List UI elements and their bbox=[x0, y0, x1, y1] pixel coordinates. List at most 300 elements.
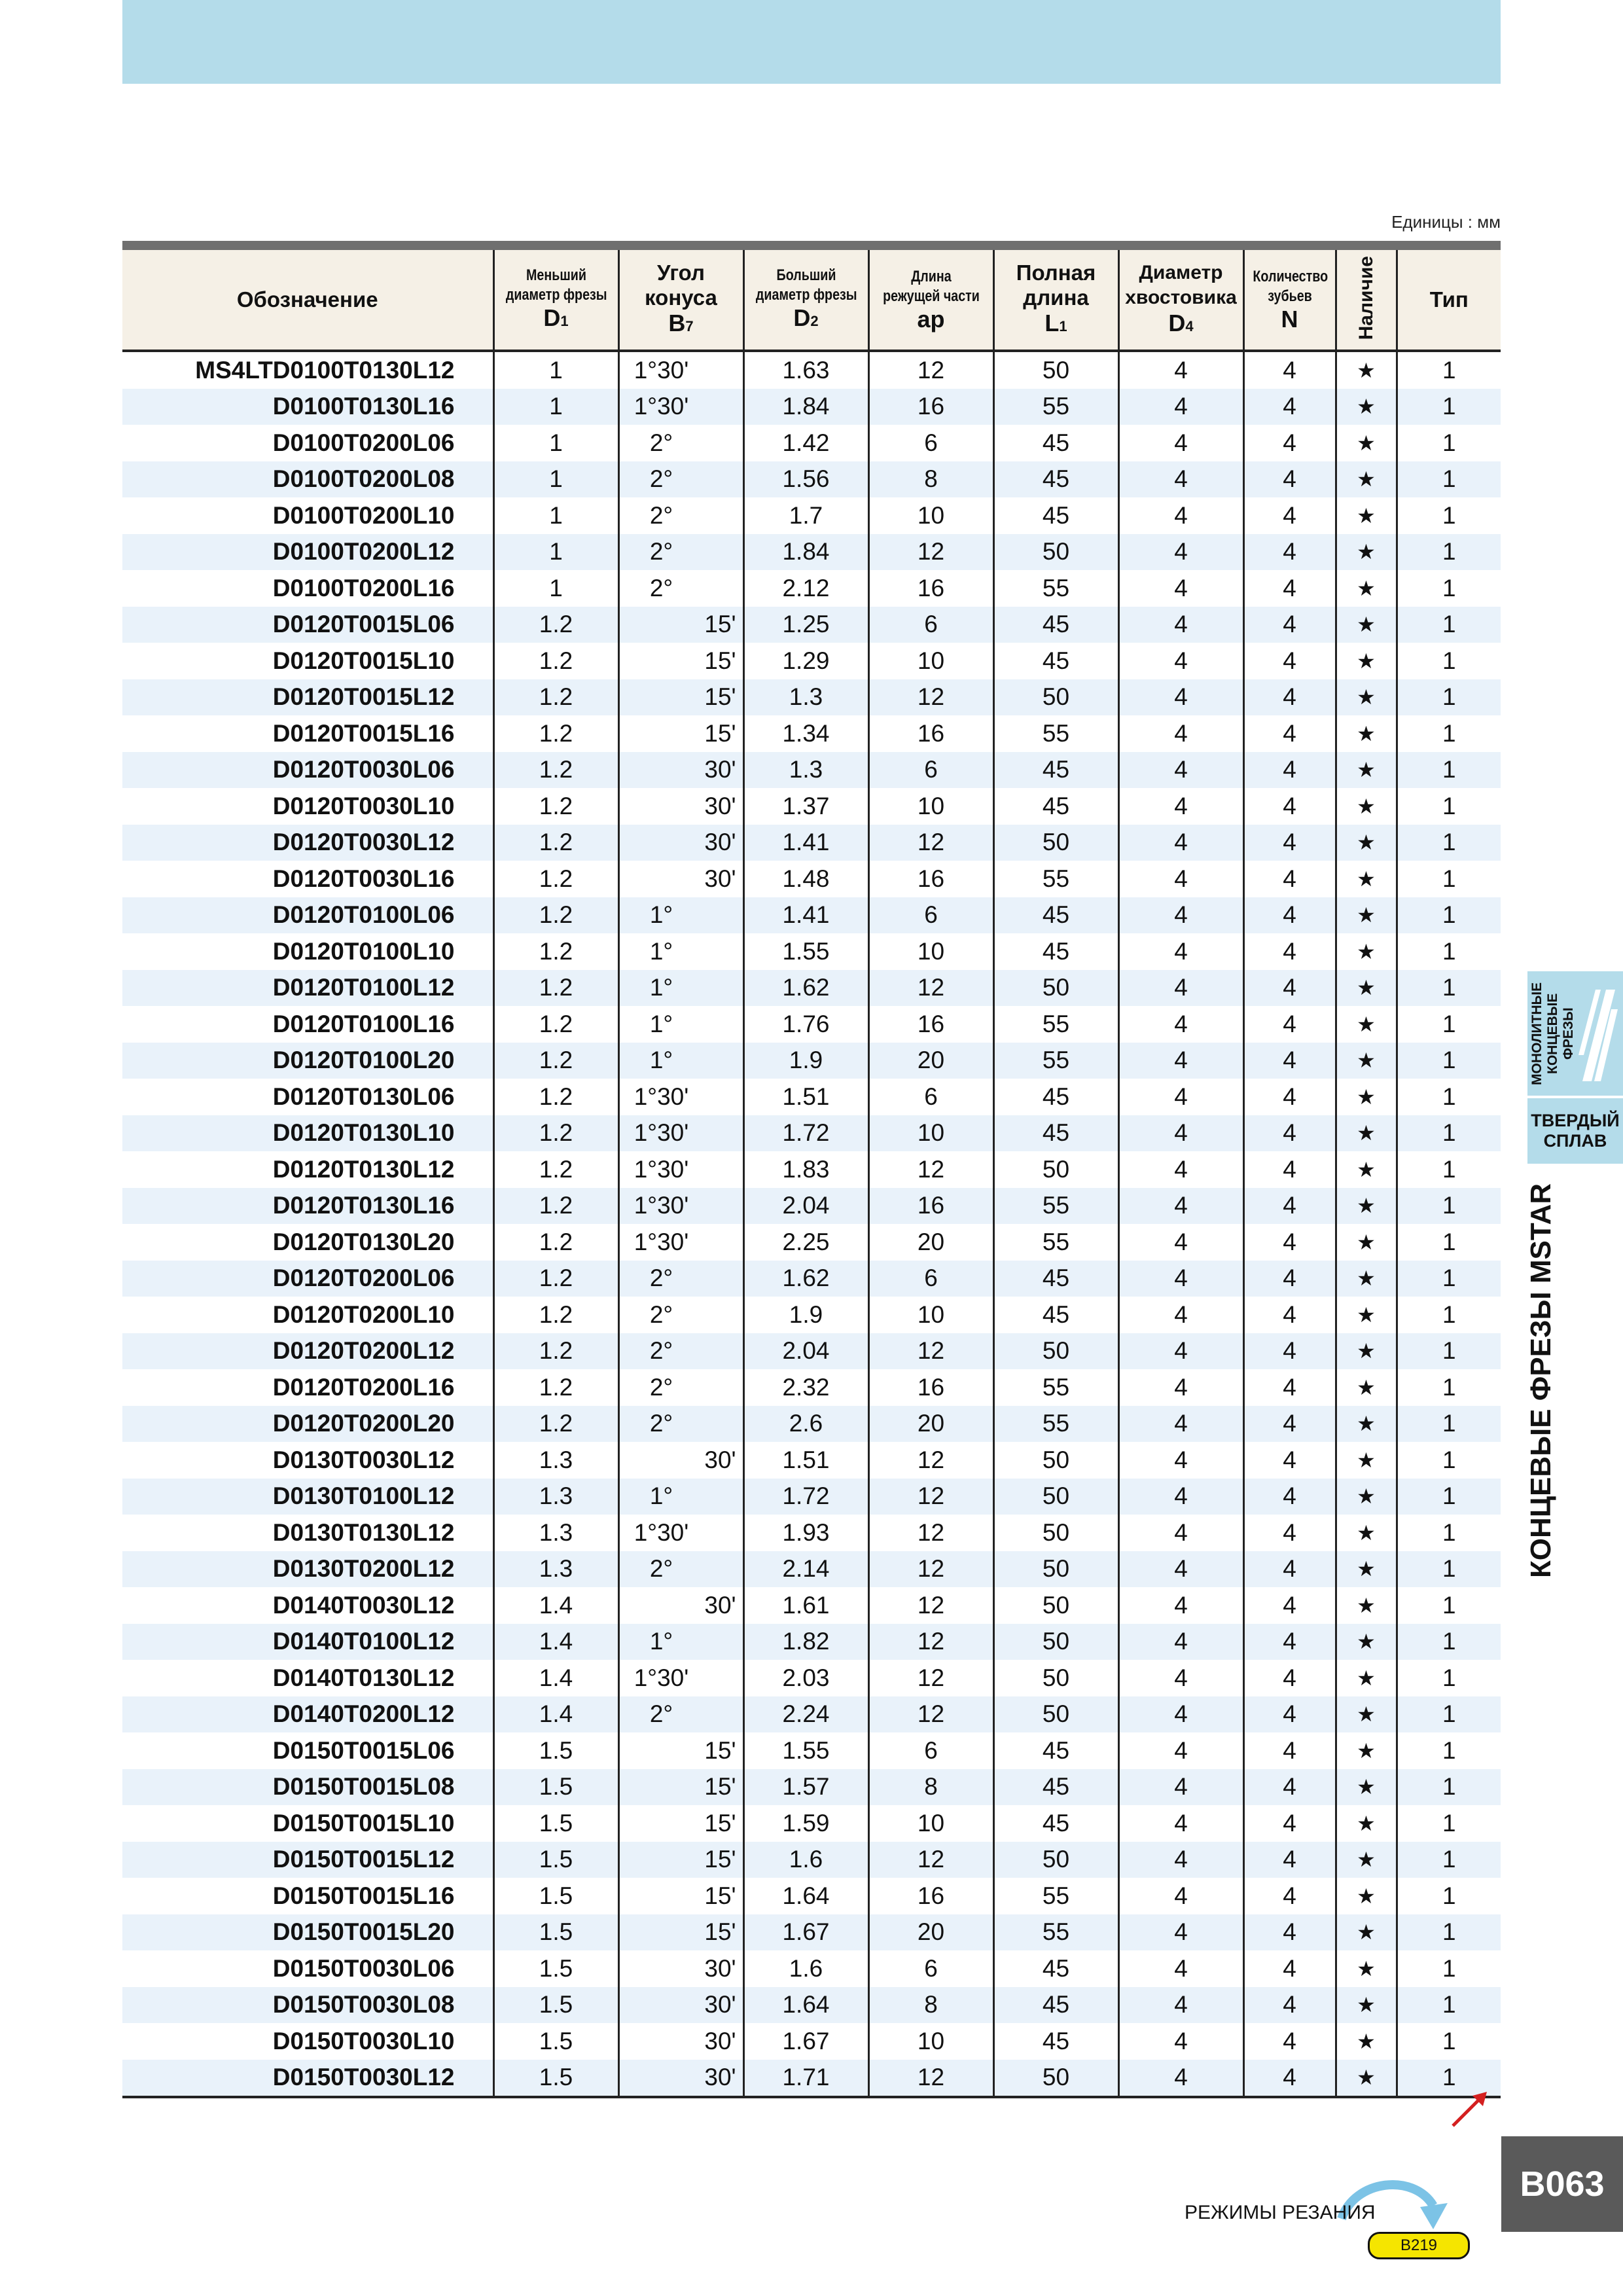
cell-ap: 12 bbox=[868, 1151, 993, 1188]
cell-stock: ★ bbox=[1336, 2060, 1397, 2098]
cell-l1: 50 bbox=[993, 1842, 1118, 1878]
cell-d2: 1.6 bbox=[743, 1842, 868, 1878]
cell-ap: 10 bbox=[868, 1115, 993, 1152]
cell-type: 1 bbox=[1397, 679, 1501, 716]
cell-n: 4 bbox=[1243, 1406, 1336, 1443]
taper-angle-value: 30' bbox=[704, 2064, 736, 2091]
carbide-tab-line2: СПЛАВ bbox=[1543, 1131, 1607, 1151]
taper-angle-value: 1°30' bbox=[633, 1083, 689, 1110]
cell-d4: 4 bbox=[1118, 1151, 1243, 1188]
col-d2-sub: 2 bbox=[810, 312, 819, 329]
cell-d2: 1.34 bbox=[743, 715, 868, 752]
cell-designation: D0140T0130L12 bbox=[122, 1660, 493, 1696]
table-row bbox=[122, 1079, 1501, 1115]
cell-d2: 1.55 bbox=[743, 933, 868, 970]
cell-designation: D0100T0200L16 bbox=[122, 570, 493, 607]
cell-ap: 10 bbox=[868, 2023, 993, 2060]
taper-angle-value: 30' bbox=[704, 756, 736, 783]
cell-type: 1 bbox=[1397, 534, 1501, 571]
cell-n: 4 bbox=[1243, 1151, 1336, 1188]
cell-d2: 1.42 bbox=[743, 425, 868, 461]
cell-stock: ★ bbox=[1336, 1406, 1397, 1443]
cell-d1: 1.5 bbox=[493, 1950, 618, 1987]
cell-ap: 12 bbox=[868, 1515, 993, 1551]
col-n-line2: зубьев bbox=[1267, 287, 1312, 305]
cell-n: 4 bbox=[1243, 970, 1336, 1007]
cell-type: 1 bbox=[1442, 1736, 1456, 1764]
cell-ap: 16 bbox=[868, 715, 993, 752]
cell-b7 bbox=[618, 2060, 743, 2098]
cell-l1: 55 bbox=[993, 1006, 1118, 1043]
col-d2-symbol bbox=[745, 305, 868, 334]
cell-b7 bbox=[618, 461, 743, 498]
cell-d1: 1.2 bbox=[493, 643, 618, 679]
col-ap-sym: ap bbox=[917, 306, 945, 332]
cell-d2: 1.25 bbox=[743, 607, 868, 643]
table-row bbox=[122, 1987, 1501, 2024]
cell-d1: 1.3 bbox=[493, 1551, 618, 1588]
cell-stock: ★ bbox=[1336, 1987, 1397, 2024]
cell-b7 bbox=[618, 1950, 743, 1987]
taper-angle-value: 30' bbox=[704, 1991, 736, 2018]
cell-d1: 1.2 bbox=[493, 1224, 618, 1261]
carbide-tab-label bbox=[1531, 1111, 1619, 1151]
cutting-modes-label: РЕЖИМЫ РЕЗАНИЯ bbox=[1185, 2202, 1376, 2223]
cell-b7 bbox=[618, 1079, 743, 1115]
cell-l1: 55 bbox=[993, 1406, 1118, 1443]
cell-d1: 1.3 bbox=[493, 1479, 618, 1515]
cell-d1: 1.4 bbox=[493, 1587, 618, 1624]
col-d4-line1: Диаметр bbox=[1139, 261, 1223, 283]
cell-d2: 1.59 bbox=[743, 1805, 868, 1842]
cell-l1: 50 bbox=[993, 1479, 1118, 1515]
table-row bbox=[122, 643, 1501, 679]
table-row bbox=[122, 1878, 1501, 1914]
table-row bbox=[122, 897, 1501, 934]
taper-angle-value: 30' bbox=[704, 1954, 736, 1982]
col-d4-sym: D bbox=[1168, 309, 1186, 336]
cell-n: 4 bbox=[1243, 1442, 1336, 1479]
cell-d1: 1 bbox=[493, 351, 618, 389]
cell-d2: 1.84 bbox=[743, 389, 868, 425]
cell-l1: 50 bbox=[993, 1442, 1118, 1479]
cell-stock: ★ bbox=[1336, 1224, 1397, 1261]
col-n-sym: N bbox=[1281, 306, 1298, 332]
cell-b7 bbox=[618, 1043, 743, 1079]
cell-d4: 4 bbox=[1118, 2023, 1243, 2060]
table-row bbox=[122, 1914, 1501, 1951]
taper-angle-value: 30' bbox=[704, 829, 736, 856]
cell-l1: 45 bbox=[993, 461, 1118, 498]
cell-d1: 1.5 bbox=[493, 1842, 618, 1878]
cell-n: 4 bbox=[1243, 933, 1336, 970]
cell-d2: 1.72 bbox=[743, 1115, 868, 1152]
cell-b7 bbox=[618, 1842, 743, 1878]
cell-type: 1 bbox=[1442, 1010, 1456, 1037]
cell-b7 bbox=[618, 607, 743, 643]
cell-stock: ★ bbox=[1336, 1587, 1397, 1624]
table-row bbox=[122, 715, 1501, 752]
category-tab-text bbox=[1530, 975, 1576, 1092]
cell-d2: 1.67 bbox=[743, 1914, 868, 1951]
cell-b7 bbox=[618, 1515, 743, 1551]
col-l1-line1: Полная bbox=[1016, 260, 1096, 285]
cell-designation: D0120T0015L06 bbox=[122, 607, 493, 643]
cell-l1: 50 bbox=[993, 534, 1118, 571]
cell-designation: D0130T0100L12 bbox=[122, 1479, 493, 1515]
table-row bbox=[122, 1369, 1501, 1406]
cell-n: 4 bbox=[1243, 1732, 1336, 1769]
cell-type: 1 bbox=[1397, 2060, 1501, 2098]
table-row bbox=[122, 1151, 1501, 1188]
cell-stock: ★ bbox=[1336, 1660, 1397, 1696]
cell-d1: 1.2 bbox=[493, 715, 618, 752]
cell-ap: 12 bbox=[868, 1842, 993, 1878]
col-b7-symbol bbox=[620, 310, 743, 340]
taper-angle-value: 15' bbox=[704, 647, 736, 674]
cell-designation: D0140T0100L12 bbox=[122, 1624, 493, 1660]
cell-type: 1 bbox=[1397, 607, 1501, 643]
cell-type: 1 bbox=[1397, 1188, 1501, 1225]
cell-type: 1 bbox=[1397, 1333, 1501, 1370]
cell-stock: ★ bbox=[1336, 1805, 1397, 1842]
cell-d2: 1.93 bbox=[743, 1515, 868, 1551]
cell-b7 bbox=[618, 497, 743, 534]
cell-ap: 6 bbox=[868, 897, 993, 934]
col-designation-label: Обозначение bbox=[236, 287, 378, 312]
cell-d2: 1.51 bbox=[743, 1442, 868, 1479]
cell-stock: ★ bbox=[1336, 752, 1397, 789]
cell-d2: 2.03 bbox=[743, 1660, 868, 1696]
cell-n: 4 bbox=[1243, 2060, 1336, 2098]
cell-type: 1 bbox=[1397, 1624, 1501, 1660]
cell-ap: 16 bbox=[868, 1369, 993, 1406]
taper-angle-value: 2° bbox=[649, 501, 673, 529]
cell-d2: 1.61 bbox=[743, 1587, 868, 1624]
taper-angle-value: 2° bbox=[649, 1700, 673, 1728]
cell-d4: 4 bbox=[1118, 933, 1243, 970]
cell-type: 1 bbox=[1442, 1809, 1456, 1837]
col-d1-line1: Меньший bbox=[526, 266, 586, 284]
cell-d1: 1.5 bbox=[493, 1878, 618, 1914]
cell-n: 4 bbox=[1243, 825, 1336, 861]
taper-angle-value: 15' bbox=[704, 1882, 736, 1909]
col-d1-sub: 1 bbox=[560, 312, 569, 329]
cell-b7 bbox=[618, 1188, 743, 1225]
cell-type: 1 bbox=[1442, 1518, 1456, 1546]
cell-l1: 50 bbox=[993, 970, 1118, 1007]
cell-stock: ★ bbox=[1336, 497, 1397, 534]
cell-d1: 1.2 bbox=[493, 933, 618, 970]
col-n bbox=[1243, 250, 1336, 351]
table-row bbox=[122, 1188, 1501, 1225]
cell-ap: 12 bbox=[868, 1587, 993, 1624]
cell-d1: 1.2 bbox=[493, 1043, 618, 1079]
cell-l1: 50 bbox=[993, 351, 1118, 389]
cell-ap: 12 bbox=[868, 351, 993, 389]
cell-stock: ★ bbox=[1336, 607, 1397, 643]
cell-l1: 45 bbox=[993, 1261, 1118, 1297]
cutting-modes-page-link[interactable]: B219 bbox=[1368, 2232, 1470, 2259]
cell-ap: 8 bbox=[868, 1769, 993, 1806]
cell-l1: 50 bbox=[993, 1333, 1118, 1370]
table-row bbox=[122, 1805, 1501, 1842]
taper-angle-value: 2° bbox=[649, 1410, 673, 1437]
cell-type: 1 bbox=[1397, 461, 1501, 498]
cell-n: 4 bbox=[1243, 897, 1336, 934]
table-row bbox=[122, 570, 1501, 607]
cell-ap: 8 bbox=[868, 1987, 993, 2024]
table-row bbox=[122, 1043, 1501, 1079]
cell-d2: 1.3 bbox=[743, 679, 868, 716]
cell-ap: 8 bbox=[868, 461, 993, 498]
category-tab-carbide[interactable] bbox=[1527, 1098, 1623, 1164]
cell-b7 bbox=[618, 715, 743, 752]
table-row bbox=[122, 607, 1501, 643]
cell-d2: 1.76 bbox=[743, 1006, 868, 1043]
table-row bbox=[122, 788, 1501, 825]
col-designation bbox=[122, 250, 493, 351]
table-row bbox=[122, 1479, 1501, 1515]
cell-type: 1 bbox=[1397, 1696, 1501, 1733]
cell-type: 1 bbox=[1397, 1551, 1501, 1588]
cell-n: 4 bbox=[1243, 2023, 1336, 2060]
cell-ap: 10 bbox=[868, 788, 993, 825]
cell-n: 4 bbox=[1243, 1842, 1336, 1878]
cell-l1: 45 bbox=[993, 1805, 1118, 1842]
cell-type: 1 bbox=[1442, 937, 1456, 965]
cell-stock: ★ bbox=[1336, 1515, 1397, 1551]
table-row bbox=[122, 1551, 1501, 1588]
table-row bbox=[122, 1333, 1501, 1370]
table-row bbox=[122, 389, 1501, 425]
cell-stock: ★ bbox=[1336, 534, 1397, 571]
cell-n: 4 bbox=[1243, 1987, 1336, 2024]
cell-designation: D0120T0130L20 bbox=[122, 1224, 493, 1261]
cell-n: 4 bbox=[1243, 752, 1336, 789]
cell-d4: 4 bbox=[1118, 461, 1243, 498]
cell-b7 bbox=[618, 1006, 743, 1043]
cell-b7 bbox=[618, 1551, 743, 1588]
table-row bbox=[122, 1950, 1501, 1987]
cell-d4: 4 bbox=[1118, 1551, 1243, 1588]
cell-designation: D0120T0200L06 bbox=[122, 1261, 493, 1297]
cell-d4: 4 bbox=[1118, 2060, 1243, 2098]
cell-type: 1 bbox=[1442, 1664, 1456, 1691]
cell-stock: ★ bbox=[1336, 825, 1397, 861]
cell-n: 4 bbox=[1243, 1333, 1336, 1370]
cell-d1: 1.2 bbox=[493, 752, 618, 789]
table-row bbox=[122, 1442, 1501, 1479]
cell-type: 1 bbox=[1397, 1406, 1501, 1443]
taper-angle-value: 15' bbox=[704, 1773, 736, 1801]
cell-l1: 45 bbox=[993, 933, 1118, 970]
cell-d4: 4 bbox=[1118, 351, 1243, 389]
cell-l1: 50 bbox=[993, 679, 1118, 716]
cell-b7 bbox=[618, 1587, 743, 1624]
cell-ap: 16 bbox=[868, 389, 993, 425]
cell-stock: ★ bbox=[1336, 1261, 1397, 1297]
taper-angle-value: 1°30' bbox=[633, 1518, 689, 1546]
cell-d4: 4 bbox=[1118, 1369, 1243, 1406]
cell-d1: 1.5 bbox=[493, 1914, 618, 1951]
cell-d2: 2.04 bbox=[743, 1188, 868, 1225]
table-row bbox=[122, 425, 1501, 461]
cell-designation: D0120T0100L20 bbox=[122, 1043, 493, 1079]
cell-d1: 1.5 bbox=[493, 2060, 618, 2098]
cell-type: 1 bbox=[1442, 792, 1456, 819]
taper-angle-value: 2° bbox=[649, 538, 673, 565]
cell-stock: ★ bbox=[1336, 679, 1397, 716]
cell-stock: ★ bbox=[1336, 933, 1397, 970]
product-table bbox=[122, 250, 1501, 2098]
cell-designation: D0120T0015L10 bbox=[122, 643, 493, 679]
cell-n: 4 bbox=[1243, 1878, 1336, 1914]
cell-d2: 1.41 bbox=[743, 825, 868, 861]
cell-d1: 1.2 bbox=[493, 970, 618, 1007]
cell-l1: 55 bbox=[993, 1878, 1118, 1914]
cell-designation: D0120T0030L06 bbox=[122, 752, 493, 789]
cell-d4: 4 bbox=[1118, 1115, 1243, 1152]
col-d1 bbox=[493, 250, 618, 351]
cell-d1: 1.3 bbox=[493, 1515, 618, 1551]
cell-l1: 55 bbox=[993, 570, 1118, 607]
cell-designation: D0100T0200L08 bbox=[122, 461, 493, 498]
cell-d4: 4 bbox=[1118, 1624, 1243, 1660]
cell-b7 bbox=[618, 2023, 743, 2060]
cell-designation: D0130T0200L12 bbox=[122, 1551, 493, 1588]
cell-ap: 12 bbox=[868, 1479, 993, 1515]
cell-designation: D0120T0030L16 bbox=[122, 861, 493, 897]
table-row bbox=[122, 1406, 1501, 1443]
cell-n: 4 bbox=[1243, 1515, 1336, 1551]
table-top-bar bbox=[122, 241, 1501, 250]
col-stock bbox=[1336, 250, 1397, 351]
cell-designation: D0100T0200L10 bbox=[122, 497, 493, 534]
cell-d1: 1.4 bbox=[493, 1624, 618, 1660]
col-l1-sub: 1 bbox=[1059, 317, 1067, 334]
category-tab-solid-end-mills[interactable] bbox=[1527, 971, 1623, 1096]
cell-l1: 50 bbox=[993, 1660, 1118, 1696]
cell-d1: 1.2 bbox=[493, 861, 618, 897]
cell-d1: 1.2 bbox=[493, 1188, 618, 1225]
col-ap bbox=[868, 250, 993, 351]
taper-angle-value: 1° bbox=[649, 901, 673, 929]
cell-type: 1 bbox=[1442, 1228, 1456, 1255]
cell-b7 bbox=[618, 1115, 743, 1152]
cell-d2: 1.6 bbox=[743, 1950, 868, 1987]
cell-ap: 12 bbox=[868, 970, 993, 1007]
cell-ap: 6 bbox=[868, 607, 993, 643]
cell-b7 bbox=[618, 1660, 743, 1696]
cell-type: 1 bbox=[1397, 1479, 1501, 1515]
cell-d4: 4 bbox=[1118, 861, 1243, 897]
cell-designation: D0120T0100L16 bbox=[122, 1006, 493, 1043]
col-d1-symbol bbox=[495, 305, 618, 334]
taper-angle-value: 1°30' bbox=[633, 1155, 689, 1183]
cell-n: 4 bbox=[1243, 1479, 1336, 1515]
cell-ap: 16 bbox=[868, 570, 993, 607]
cell-d2: 1.41 bbox=[743, 897, 868, 934]
cell-type: 1 bbox=[1397, 1842, 1501, 1878]
cell-l1: 45 bbox=[993, 1732, 1118, 1769]
cell-type: 1 bbox=[1442, 1155, 1456, 1183]
cell-d4: 4 bbox=[1118, 1079, 1243, 1115]
table-row bbox=[122, 1660, 1501, 1696]
col-ap-line1: Длина bbox=[910, 268, 952, 285]
cell-designation: D0120T0200L10 bbox=[122, 1297, 493, 1333]
cell-l1: 55 bbox=[993, 715, 1118, 752]
cell-stock: ★ bbox=[1336, 715, 1397, 752]
cell-d1: 1.2 bbox=[493, 1261, 618, 1297]
cell-b7 bbox=[618, 1406, 743, 1443]
cell-d1: 1.2 bbox=[493, 679, 618, 716]
cell-type: 1 bbox=[1442, 429, 1456, 456]
cell-d2: 2.25 bbox=[743, 1224, 868, 1261]
cell-d1: 1.5 bbox=[493, 1805, 618, 1842]
cell-ap: 12 bbox=[868, 1442, 993, 1479]
cell-n: 4 bbox=[1243, 534, 1336, 571]
cell-designation: D0150T0030L08 bbox=[122, 1987, 493, 2024]
taper-angle-value: 30' bbox=[704, 1446, 736, 1473]
taper-angle-value: 15' bbox=[704, 683, 736, 711]
cell-n: 4 bbox=[1243, 643, 1336, 679]
cell-stock: ★ bbox=[1336, 1188, 1397, 1225]
cell-type: 1 bbox=[1397, 1769, 1501, 1806]
cell-stock: ★ bbox=[1336, 897, 1397, 934]
cell-d1: 1.2 bbox=[493, 788, 618, 825]
cell-ap: 6 bbox=[868, 1079, 993, 1115]
col-d2-line1: Больший bbox=[776, 266, 836, 284]
table-row bbox=[122, 497, 1501, 534]
cell-ap: 16 bbox=[868, 1188, 993, 1225]
cell-type: 1 bbox=[1442, 1373, 1456, 1401]
col-d2-line2: диаметр фрезы bbox=[755, 285, 857, 304]
cell-designation: MS4LTD0100T0130L12 bbox=[122, 351, 493, 389]
cell-d4: 4 bbox=[1118, 715, 1243, 752]
cell-type: 1 bbox=[1397, 1115, 1501, 1152]
cell-stock: ★ bbox=[1336, 1624, 1397, 1660]
taper-angle-value: 15' bbox=[704, 1809, 736, 1837]
cell-d2: 2.6 bbox=[743, 1406, 868, 1443]
cell-d4: 4 bbox=[1118, 1950, 1243, 1987]
cell-d1: 1.5 bbox=[493, 2023, 618, 2060]
cell-d4: 4 bbox=[1118, 1261, 1243, 1297]
cell-d4: 4 bbox=[1118, 1406, 1243, 1443]
cell-stock: ★ bbox=[1336, 1878, 1397, 1914]
table-row bbox=[122, 1842, 1501, 1878]
cell-stock: ★ bbox=[1336, 461, 1397, 498]
cell-l1: 45 bbox=[993, 2023, 1118, 2060]
cell-designation: D0120T0130L06 bbox=[122, 1079, 493, 1115]
cell-d1: 1.5 bbox=[493, 1987, 618, 2024]
cell-b7 bbox=[618, 1333, 743, 1370]
cell-d4: 4 bbox=[1118, 389, 1243, 425]
cell-d2: 1.72 bbox=[743, 1479, 868, 1515]
taper-angle-value: 15' bbox=[704, 611, 736, 638]
cell-ap: 20 bbox=[868, 1224, 993, 1261]
cell-b7 bbox=[618, 1878, 743, 1914]
cell-n: 4 bbox=[1243, 1696, 1336, 1733]
cell-type: 1 bbox=[1442, 647, 1456, 674]
cell-b7 bbox=[618, 679, 743, 716]
taper-angle-value: 1°30' bbox=[633, 356, 689, 384]
cell-b7 bbox=[618, 1479, 743, 1515]
col-b7-sub: 7 bbox=[685, 317, 694, 334]
cell-d2: 1.55 bbox=[743, 1732, 868, 1769]
cell-ap: 12 bbox=[868, 1624, 993, 1660]
cell-stock: ★ bbox=[1336, 1479, 1397, 1515]
